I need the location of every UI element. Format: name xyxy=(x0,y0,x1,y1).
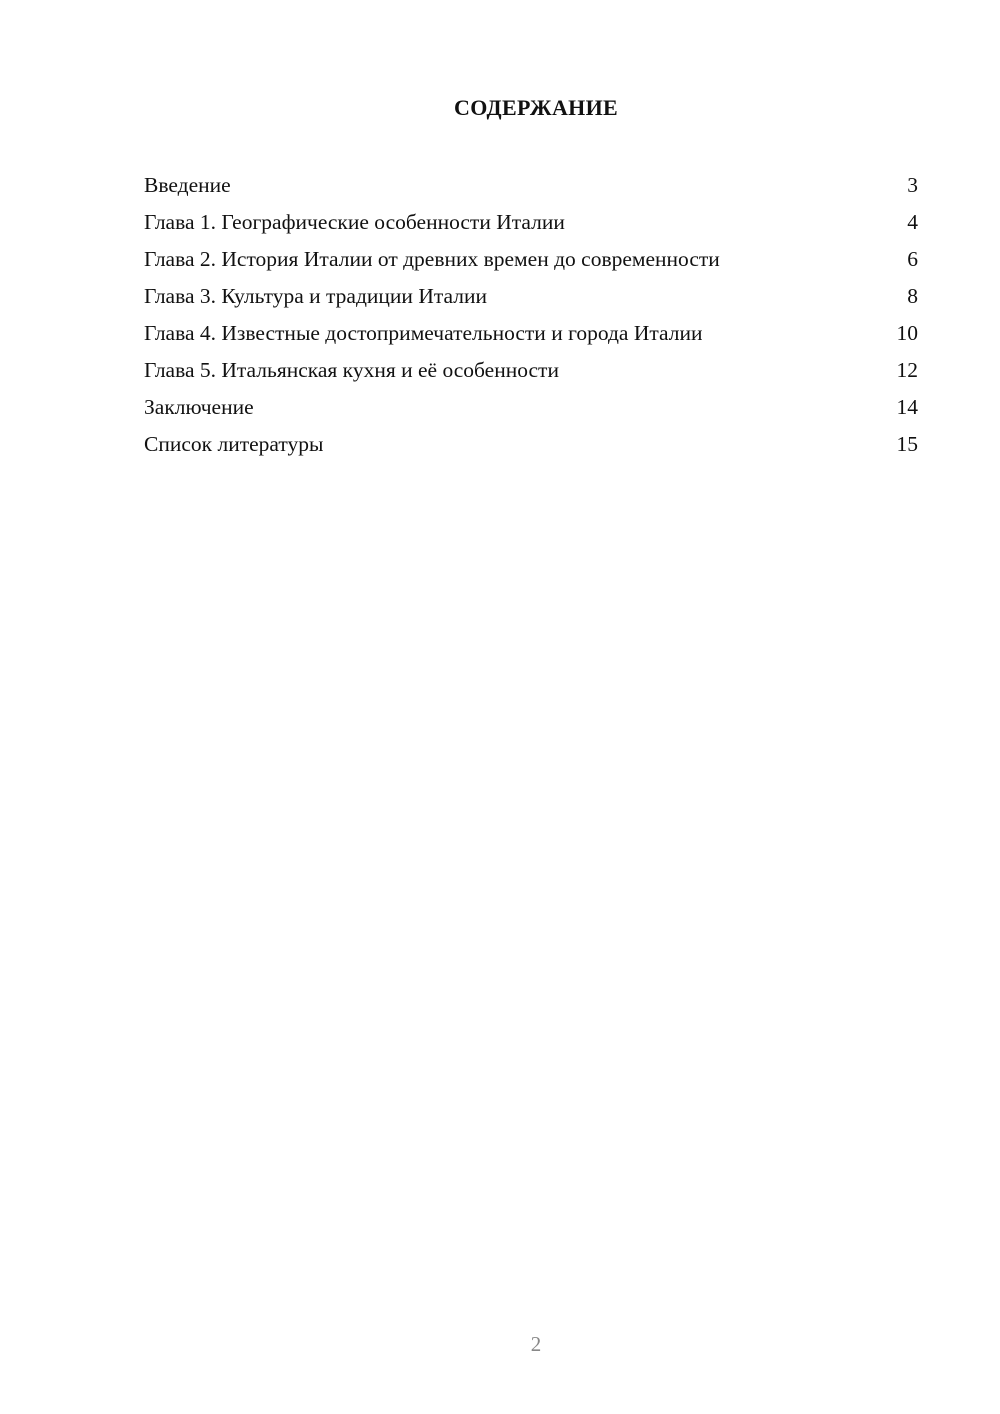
toc-entry xyxy=(144,315,918,352)
toc-entry-page: 4 xyxy=(907,210,918,234)
toc-entry xyxy=(144,167,918,204)
toc-entry xyxy=(144,241,918,278)
toc-entry-page: 8 xyxy=(907,284,918,308)
page-number: 2 xyxy=(530,1332,542,1356)
toc-entry-title: Заключение xyxy=(144,395,254,419)
toc-entry-title: Глава 3. Культура и традиции Италии xyxy=(144,284,487,308)
toc-entry-page: 3 xyxy=(907,173,918,197)
toc-entry-page: 15 xyxy=(896,432,918,456)
toc-entry-title: Введение xyxy=(144,173,231,197)
toc-entry-title: Глава 2. История Италии от древних времен до современности xyxy=(144,247,720,271)
toc-entry-page: 10 xyxy=(896,321,918,345)
toc-entry-page: 6 xyxy=(907,247,918,271)
table-of-contents xyxy=(144,167,918,463)
toc-heading: СОДЕРЖАНИЕ xyxy=(454,95,618,120)
toc-entry xyxy=(144,426,918,463)
toc-entry xyxy=(144,278,918,315)
toc-entry-page: 14 xyxy=(896,395,918,419)
toc-entry-title: Список литературы xyxy=(144,432,324,456)
toc-entry xyxy=(144,352,918,389)
toc-entry-page: 12 xyxy=(896,358,918,382)
toc-entry-title: Глава 1. Географические особенности Италии xyxy=(144,210,565,234)
toc-entry xyxy=(144,389,918,426)
toc-entry xyxy=(144,204,918,241)
toc-entry-title: Глава 4. Известные достопримечательности и города Италии xyxy=(144,321,703,345)
toc-entry-title: Глава 5. Итальянская кухня и её особенности xyxy=(144,358,559,382)
